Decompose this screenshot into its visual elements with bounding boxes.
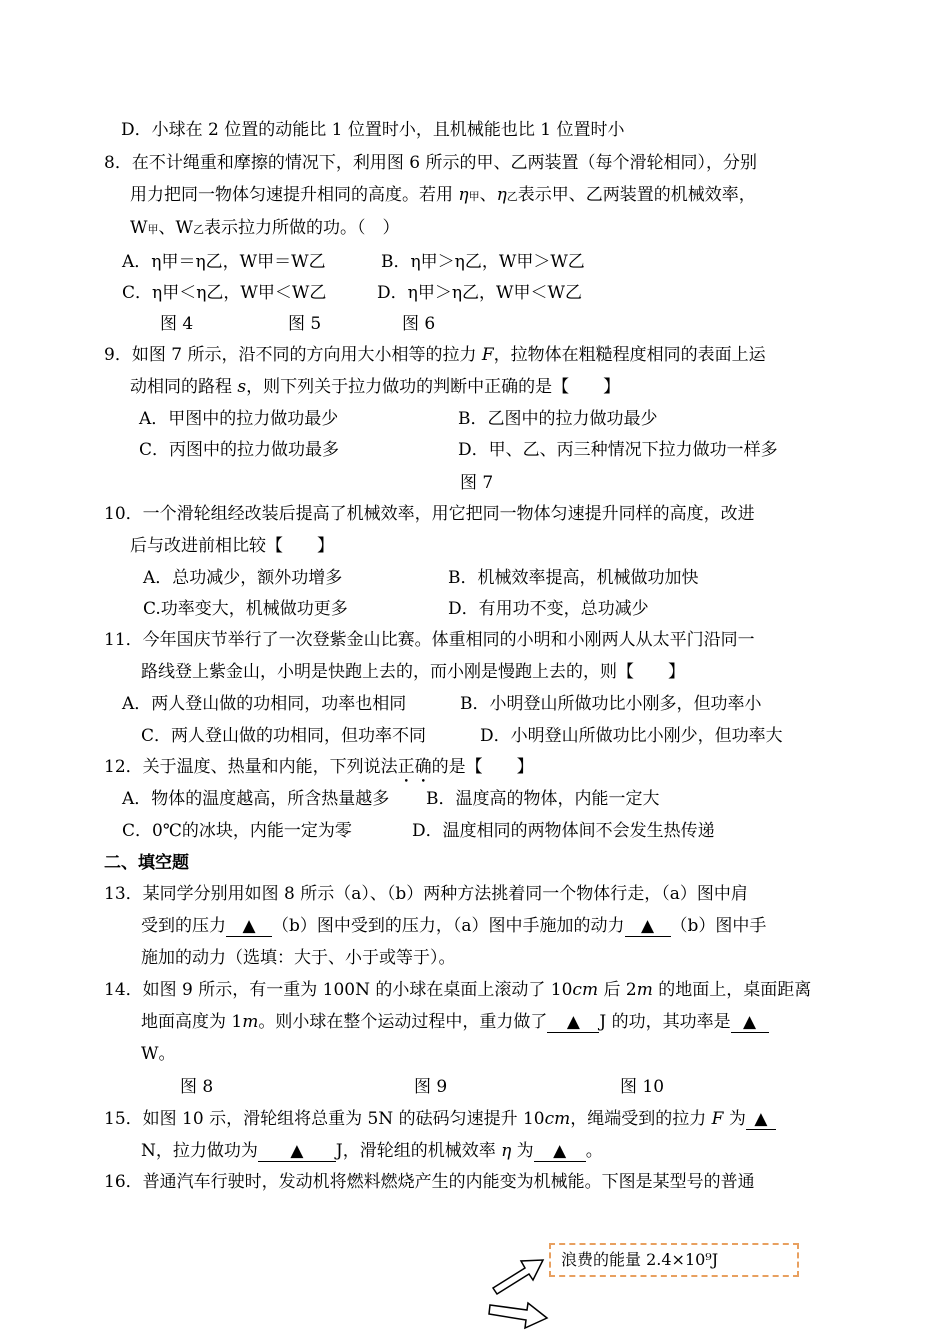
answer-blank[interactable]: ▲	[534, 1141, 586, 1162]
figure-10-caption: 图 10	[620, 1077, 665, 1097]
q11-option-c: C．两人登山做的功相同，但功率不同	[141, 726, 427, 746]
q11-line-2: 路线登上紫金山，小明是快跑上去的，而小刚是慢跑上去的，则【 】	[141, 662, 685, 682]
q8-option-a: A．η甲＝η乙，W甲＝W乙	[122, 252, 326, 272]
q12-option-b: B．温度高的物体，内能一定大	[426, 789, 660, 809]
q7-option-d: D．小球在 2 位置的动能比 1 位置时小，且机械能也比 1 位置时小	[121, 120, 625, 140]
q15-line-1: 15．如图 10 示，滑轮组将总重为 5N 的砝码匀速提升 10cm，绳端受到的拉力 F 为 ▲	[104, 1109, 776, 1130]
q10-line-2: 后与改进前相比较【 】	[130, 536, 334, 556]
q10-line-1: 10．一个滑轮组经改装后提高了机械效率，用它把同一物体匀速提升同样的高度，改进	[104, 504, 755, 524]
figure-6-caption: 图 6	[402, 314, 436, 334]
q9-line-1: 9．如图 7 所示，沿不同的方向用大小相等的拉力 F，拉物体在粗糙程度相同的表面上运	[104, 345, 766, 365]
q11-option-d: D．小明登山所做功比小刚少，但功率大	[480, 726, 783, 746]
q8-line-2: 用力把同一物体匀速提升相同的高度。若用 η甲、η乙表示甲、乙两装置的机械效率，	[130, 185, 756, 205]
q9-option-b: B．乙图中的拉力做功最少	[458, 409, 658, 429]
q9-option-d: D．甲、乙、丙三种情况下拉力做功一样多	[458, 440, 778, 460]
answer-blank[interactable]: ▲	[746, 1109, 776, 1130]
figure-8-caption: 图 8	[180, 1077, 214, 1097]
q11-option-b: B．小明登山所做功比小刚多，但功率小	[460, 694, 762, 714]
q12-option-c: C．0℃的冰块，内能一定为零	[122, 821, 352, 841]
q11-option-a: A．两人登山做的功相同，功率也相同	[122, 694, 407, 714]
q10-option-c: C.功率变大，机械做功更多	[143, 599, 348, 619]
wasted-energy-box: 浪费的能量 2.4×10⁹J	[549, 1243, 799, 1277]
figure-7-caption: 图 7	[460, 473, 494, 493]
q12-line-1: 12．关于温度、热量和内能，下列说法正确的是【 】	[104, 757, 534, 777]
q9-line-2: 动相同的路程 s，则下列关于拉力做功的判断中正确的是【 】	[130, 377, 621, 397]
figure-4-caption: 图 4	[160, 314, 194, 334]
q12-option-d: D．温度相同的两物体间不会发生热传递	[412, 821, 715, 841]
section-heading: 二、填空题	[104, 853, 189, 873]
q8-line-1: 8．在不计绳重和摩擦的情况下，利用图 6 所示的甲、乙两装置（每个滑轮相同），分别	[104, 153, 757, 173]
q13-line-2: 受到的压力 ▲ （b）图中受到的压力，（a）图中手施加的动力 ▲ （b）图中手	[141, 916, 767, 936]
q15-line-2: N，拉力做功为 ▲ J，滑轮组的机械效率 η 为 ▲ 。	[141, 1141, 603, 1161]
q10-option-a: A．总功减少，额外功增多	[143, 568, 343, 588]
answer-blank[interactable]: ▲	[731, 1012, 769, 1033]
answer-blank[interactable]: ▲	[258, 1141, 336, 1162]
answer-blank[interactable]: ▲	[226, 916, 272, 937]
q12-option-a: A．物体的温度越高，所含热量越多	[122, 789, 390, 809]
figure-9-caption: 图 9	[414, 1077, 448, 1097]
arrow-right-icon	[489, 1303, 547, 1328]
q9-option-a: A．甲图中的拉力做功最少	[139, 409, 339, 429]
answer-blank[interactable]: ▲	[625, 916, 671, 937]
q13-line-1: 13．某同学分别用如图 8 所示（a）、（b）两种方法挑着同一个物体行走，（a）图中肩	[104, 884, 748, 904]
q14-line-1: 14．如图 9 所示，有一重为 100N 的小球在桌面上滚动了 10cm 后 2m 的地面上，桌面距离	[104, 980, 812, 1000]
q10-option-d: D．有用功不变，总功减少	[448, 599, 649, 619]
q11-line-1: 11．今年国庆节举行了一次登紫金山比赛。体重相同的小明和小刚两人从太平门沿同一	[104, 630, 755, 650]
q8-option-b: B．η甲＞η乙，W甲＞W乙	[381, 252, 585, 272]
energy-flow-arrows	[485, 1248, 555, 1340]
arrow-up-right-icon	[493, 1260, 543, 1294]
q8-option-d: D．η甲＞η乙，W甲＜W乙	[377, 283, 582, 303]
q8-option-c: C．η甲＜η乙，W甲＜W乙	[122, 283, 327, 303]
q8-line-3: W甲、W乙表示拉力所做的功。（ ）	[130, 218, 400, 238]
figure-5-caption: 图 5	[288, 314, 322, 334]
q10-option-b: B．机械效率提高，机械做功加快	[448, 568, 699, 588]
q14-line-2: 地面高度为 1m。则小球在整个运动过程中，重力做了 ▲ J 的功，其功率是 ▲	[141, 1012, 769, 1033]
q13-line-3: 施加的动力（选填：大于、小于或等于）。	[141, 948, 456, 968]
answer-blank[interactable]: ▲	[547, 1012, 599, 1033]
q16-line-1: 16．普通汽车行驶时，发动机将燃料燃烧产生的内能变为机械能。下图是某型号的普通	[104, 1172, 755, 1192]
q14-line-3: W。	[141, 1044, 176, 1064]
q9-option-c: C．丙图中的拉力做功最多	[139, 440, 340, 460]
